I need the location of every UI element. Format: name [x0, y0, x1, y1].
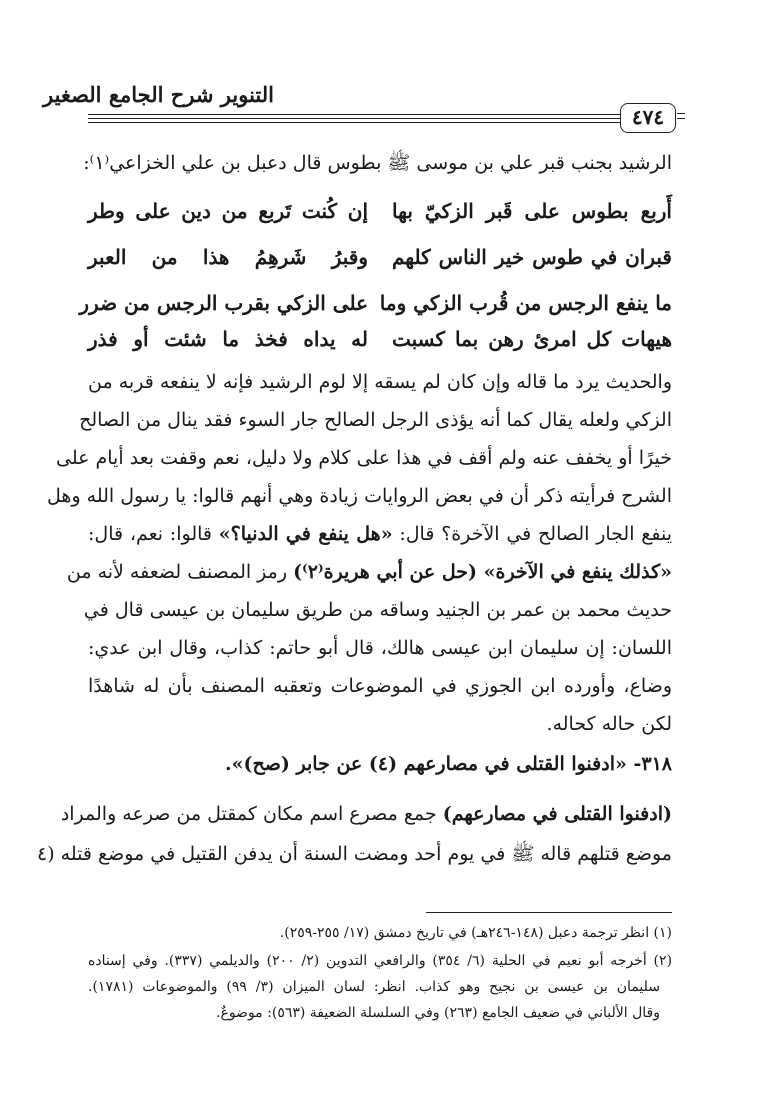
verse-first-hemistich: أَربع بطوس على قَبر الزكيّ بها — [392, 199, 672, 223]
text-run: قالوا: نعم، قال: — [88, 523, 219, 545]
verse-first-hemistich: ما ينفع الرجس من قُرب الزكي وما — [379, 291, 672, 315]
body-line: موضع قتلهم قاله ﷺ في يوم أحد ومضت السنة أن يدفن القتيل في موضع قتله (٤ — [36, 843, 672, 865]
text-run: جمع مصرع اسم مكان كمقتل من صرعه والمراد — [60, 803, 443, 825]
intro-line: الرشيد بجنب قبر علي بن موسى ﷺ بطوس قال دعبل بن علي الخزاعي⁽١⁾: — [83, 152, 672, 174]
body-line: الزكي ولعله يقال كما أنه يؤذى الرجل الصالح جار السوء فقد ينال من الصالح — [79, 409, 672, 431]
body-line: الشرح فرأيته ذكر أن في بعض الروايات زيادة وهي أنهم قالوا: يا رسول الله وهل — [47, 485, 672, 507]
page-number: ٤٧٤ — [620, 103, 676, 133]
verse-second-hemistich: وقبرُ شَرهِمُ هذا من العبر — [88, 245, 368, 269]
verse-second-hemistich: على الزكي بقرب الرجس من ضرر — [79, 291, 368, 315]
poem-verse — [79, 285, 672, 321]
footnote-separator — [426, 912, 672, 913]
header-rule — [88, 118, 668, 119]
body-line: وضاع، وأورده ابن الجوزي في الموضوعات وتعقبه المصنف بأن له شاهدًا — [88, 675, 672, 697]
text-run: رمز المصنف لضعفه لأنه من — [66, 561, 294, 583]
hadith-quote: «كذلك ينفع في الآخرة» (حل عن أبي هريرة⁽٢⁾) — [293, 561, 672, 583]
footnote-continuation: وقال الألباني في ضعيف الجامع (٢٦٣) وفي السلسلة الضعيفة (٥٦٣): موضوعٌ. — [216, 1005, 660, 1021]
footnote: (٢) أخرجه أبو نعيم في الحلية (٦/ ٣٥٤) والرافعي التدوين (٢/ ٢٠٠) والديلمي (٣٣٧). وفي إسناده — [88, 953, 673, 969]
body-line: حديث محمد بن عمر بن الجنيد وساقه من طريق سليمان بن عيسى قال في — [83, 599, 672, 621]
poem-verse — [88, 321, 672, 357]
verse-second-hemistich: إن كُنت تَربع من دين على وطر — [88, 199, 368, 223]
verse-second-hemistich: له يداه فخذ ما شئت أو فذر — [88, 327, 368, 351]
body-line — [60, 797, 672, 831]
text-run: ينفع الجار الصالح في الآخرة؟ قال: — [392, 523, 672, 545]
footnote: (١) انظر ترجمة دعبل (١٤٨-٢٤٦هـ) في تاريخ دمشق (١٧/ ٢٥٥-٢٥٩). — [279, 925, 672, 941]
body-line: لكن حاله كحاله. — [546, 713, 672, 735]
verse-first-hemistich: هيهات كل امرئ رهن بما كسبت — [392, 327, 672, 351]
hadith-heading: ٣١٨- «ادفنوا القتلى في مصارعهم (٤) عن جابر (صح)». — [225, 753, 672, 775]
poem-verse — [88, 239, 672, 275]
body-line: خيرًا أو يخفف عنه ولم أقف في هذا على كلام ولا دليل، نعم وقفت بعد أيام على — [55, 447, 672, 469]
hadith-quote: (ادفنوا القتلى في مصارعهم) — [442, 803, 672, 825]
body-line — [66, 555, 672, 589]
page-number-tick — [677, 109, 685, 123]
poem-verse — [88, 193, 672, 229]
body-line — [88, 517, 672, 551]
body-line: والحديث يرد ما قاله وإن كان لم يسقه إلا لوم الرشيد فإنه لا ينفعه قربه من — [88, 371, 672, 393]
running-header-title: التنوير شرح الجامع الصغير — [43, 82, 274, 107]
body-line: اللسان: إن سليمان ابن عيسى هالك، قال أبو حاتم: كذاب، وقال ابن عدي: — [88, 637, 672, 659]
header-rule — [88, 114, 668, 115]
header-rule — [88, 122, 668, 123]
footnote-continuation: سليمان بن عيسى بن نجيح وهو كذاب. انظر: لسان الميزان (٣/ ٩٩) والموضوعات (١٧٨١). — [88, 979, 660, 995]
hadith-quote: «هل ينفع في الدنيا؟» — [218, 523, 393, 545]
verse-first-hemistich: قبران في طوس خير الناس كلهم — [392, 245, 672, 269]
